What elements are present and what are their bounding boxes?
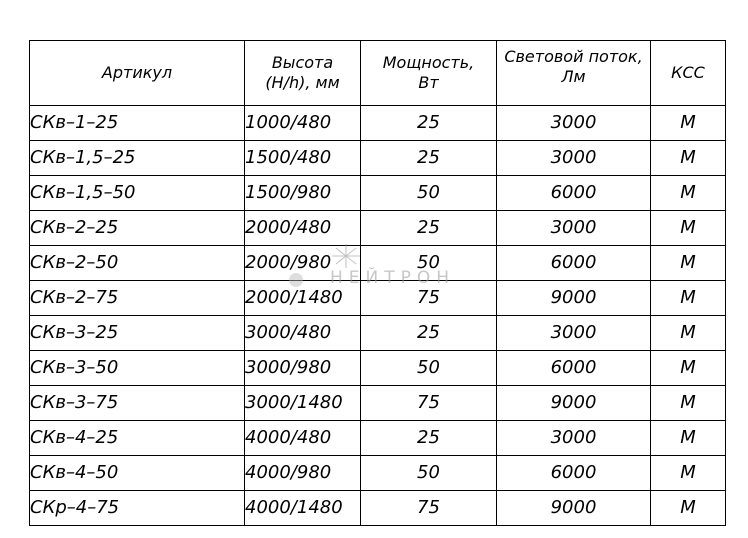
cell-kss: М bbox=[651, 141, 726, 176]
table-row bbox=[30, 141, 726, 176]
cell-height: 3000/980 bbox=[245, 351, 361, 386]
header-power-line2: Вт bbox=[418, 73, 439, 92]
cell-kss: М bbox=[651, 106, 726, 141]
cell-article: СКв–1,5–25 bbox=[30, 141, 245, 176]
cell-kss: М bbox=[651, 491, 726, 526]
header-flux-line1: Световой поток, bbox=[504, 47, 643, 66]
cell-flux: 3000 bbox=[497, 316, 651, 351]
cell-height: 3000/1480 bbox=[245, 386, 361, 421]
cell-flux: 3000 bbox=[497, 211, 651, 246]
header-power-line1: Мощность, bbox=[382, 53, 475, 72]
cell-article: СКв–3–25 bbox=[30, 316, 245, 351]
cell-height: 1500/980 bbox=[245, 176, 361, 211]
header-height-line1: Высота bbox=[271, 53, 334, 72]
header-height bbox=[245, 41, 361, 106]
table-row bbox=[30, 281, 726, 316]
cell-power: 50 bbox=[361, 456, 497, 491]
cell-article: СКв–3–50 bbox=[30, 351, 245, 386]
watermark-text: НЕЙТРОН bbox=[330, 268, 456, 288]
cell-kss: М bbox=[651, 351, 726, 386]
specification-table bbox=[29, 40, 726, 526]
cell-flux: 6000 bbox=[497, 456, 651, 491]
table-row bbox=[30, 386, 726, 421]
cell-power: 75 bbox=[361, 491, 497, 526]
cell-height: 1500/480 bbox=[245, 141, 361, 176]
cell-article: СКв–1,5–50 bbox=[30, 176, 245, 211]
cell-height: 2000/980 bbox=[245, 246, 361, 281]
table-row bbox=[30, 421, 726, 456]
cell-article: СКр–4–75 bbox=[30, 491, 245, 526]
table-row bbox=[30, 456, 726, 491]
cell-article: СКв–4–50 bbox=[30, 456, 245, 491]
cell-flux: 6000 bbox=[497, 246, 651, 281]
cell-flux: 9000 bbox=[497, 386, 651, 421]
table-row bbox=[30, 176, 726, 211]
header-flux bbox=[497, 41, 651, 106]
cell-kss: М bbox=[651, 246, 726, 281]
cell-kss: М bbox=[651, 211, 726, 246]
header-kss bbox=[651, 41, 726, 106]
cell-power: 25 bbox=[361, 421, 497, 456]
cell-flux: 3000 bbox=[497, 106, 651, 141]
cell-kss: М bbox=[651, 456, 726, 491]
cell-power: 75 bbox=[361, 281, 497, 316]
table-row bbox=[30, 246, 726, 281]
header-height-line2: (H/h), мм bbox=[265, 73, 340, 92]
table-header-row bbox=[30, 41, 726, 106]
cell-flux: 3000 bbox=[497, 141, 651, 176]
cell-power: 75 bbox=[361, 386, 497, 421]
table-row bbox=[30, 106, 726, 141]
cell-flux: 6000 bbox=[497, 176, 651, 211]
cell-height: 4000/1480 bbox=[245, 491, 361, 526]
cell-article: СКв–1–25 bbox=[30, 106, 245, 141]
cell-article: СКв–2–75 bbox=[30, 281, 245, 316]
cell-article: СКв–2–25 bbox=[30, 211, 245, 246]
cell-power: 25 bbox=[361, 211, 497, 246]
cell-height: 2000/480 bbox=[245, 211, 361, 246]
header-kss-label: КСС bbox=[671, 63, 705, 82]
cell-flux: 9000 bbox=[497, 491, 651, 526]
table-row bbox=[30, 351, 726, 386]
cell-power: 25 bbox=[361, 106, 497, 141]
cell-height: 1000/480 bbox=[245, 106, 361, 141]
header-power bbox=[361, 41, 497, 106]
cell-height: 4000/480 bbox=[245, 421, 361, 456]
header-flux-line2: Лм bbox=[561, 67, 586, 86]
cell-article: СКв–3–75 bbox=[30, 386, 245, 421]
cell-height: 4000/980 bbox=[245, 456, 361, 491]
cell-kss: М bbox=[651, 421, 726, 456]
cell-article: СКв–4–25 bbox=[30, 421, 245, 456]
header-article-label: Артикул bbox=[101, 63, 173, 82]
cell-article: СКв–2–50 bbox=[30, 246, 245, 281]
cell-power: 50 bbox=[361, 246, 497, 281]
cell-height: 3000/480 bbox=[245, 316, 361, 351]
cell-height: 2000/1480 bbox=[245, 281, 361, 316]
cell-flux: 9000 bbox=[497, 281, 651, 316]
cell-kss: М bbox=[651, 316, 726, 351]
cell-power: 50 bbox=[361, 176, 497, 211]
header-article bbox=[30, 41, 245, 106]
cell-power: 25 bbox=[361, 316, 497, 351]
cell-kss: М bbox=[651, 386, 726, 421]
cell-kss: М bbox=[651, 176, 726, 211]
table-row bbox=[30, 491, 726, 526]
cell-power: 25 bbox=[361, 141, 497, 176]
cell-kss: М bbox=[651, 281, 726, 316]
cell-flux: 3000 bbox=[497, 421, 651, 456]
cell-power: 50 bbox=[361, 351, 497, 386]
table-row bbox=[30, 316, 726, 351]
cell-flux: 6000 bbox=[497, 351, 651, 386]
table-body bbox=[30, 106, 726, 526]
table-row bbox=[30, 211, 726, 246]
